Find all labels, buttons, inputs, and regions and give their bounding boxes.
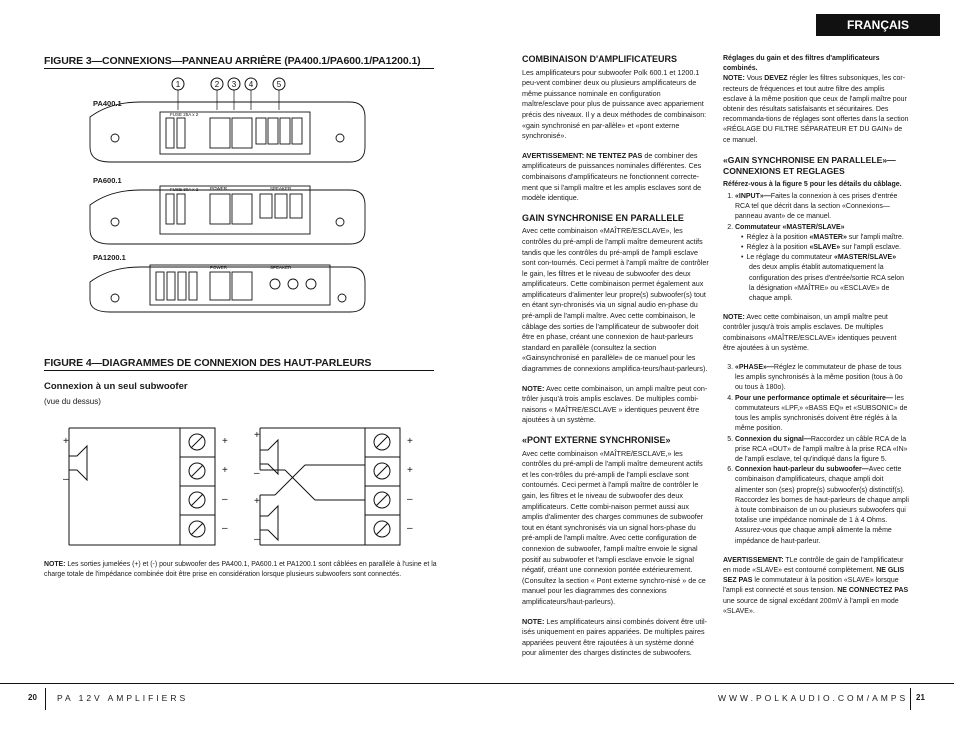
settings-note2-text: Avec cette combinaison, un ampli maître peut contrôler jusqu'à trois amplis esclaves. De multiples combinaisons «MAÎTRE/ESCLAVE» identiques peuvent être ajoutées à un système. xyxy=(723,314,897,352)
figure3-title: FIGURE 3—CONNEXIONS—PANNEAU ARRIÈRE (PA400.1/PA600.1/PA1200.1) xyxy=(44,55,421,67)
note1-text: Avec cette combinaison, un ampli maître peut con-trôler jusqu'à trois amplis esclaves. De multiples combi-naisons « MAÎTRE/ESCLAVE » identiques peuvent être ajoutées à un système. xyxy=(522,383,708,425)
gain-sync-heading: «GAIN SYNCHRONISE EN PARALLELE»— CONNEXIONS ET REGLAGES xyxy=(723,154,896,176)
column-1 xyxy=(522,54,709,668)
pont-text: Avec cette combinaison «MAÎTRE/ESCLAVE,» les contrôles du pré-ampli de l'ampli maître demeurent actifs et les con-trôles du pré-ampli de l'ampli esclave sont contournés. Ceci permet à l'ampli maître de contrôler le gain, les filtres et le niveau de subwoofer des deux amplificateurs. Cette combi-naison permet aussi aux amplis d'alimenter des charges communes de subwoofer tout en étant synchronisés via un signal hors-phase du pré-ampli de l'ampli maître. Avec cette configuration de connexion de subwoofer, l'ampli maître envoie le signal positif au subwoofer et l'ampli esclave envoie le signal négatif, créant une connexion pontée extérieurement. (Consultez la section « Pont externe synchro-nisé » de ce manuel pour les diagrammes des connexions amplificateurs/haut-parleurs). xyxy=(522,448,706,606)
note2-text: Les amplificateurs ainsi combinés doivent être util-isés uniquement en paires appariées. De multiples paires appariées peuvent être rajoutées à un système donné pour alimenter des charges distinctes de subwoofers. xyxy=(522,616,707,658)
figure3-rule xyxy=(44,68,434,69)
left-divider xyxy=(45,688,46,710)
term-left-minus-2: – xyxy=(222,523,228,534)
gain-text: Avec cette combinaison «MAÎTRE/ESCLAVE», les contrôles du pré-ampli de l'ampli maître demeurent actifs tandis que les contrôles du pré-ampli de l'ampli esclave sont con-tournés. Ceci permet à l'ampli maître de contrôler le gain, les filtres et le niveau de subwoofer des deux amplificateurs. Cette combinaison permet également aux amplificateurs d'alimenter leur propre(s) subwoofer(s) tout en étant syn-chronisés via un signal audio en-phase du pré-ampli de l'ampli maître. Avec cette combinaison, le câblage des sorties de l'amplificateur de subwoofer doit être en phase, créant une connexion de haut-parleurs standard en parallèle (consultez la section «Gainsynchronisé en parallèle» de ce manuel pour les diagrammes de connexions amplifica-teurs/haut-parleurs). xyxy=(522,226,709,374)
settings-intro-text: régler les filtres subsoniques, les cor-recteurs de fréquences et tout autre filtre des amplis esclave à la même position que ceux de l'ampli maître pour obtenir des résultats satisfaisants et sécuritaires. Des recommanda-tions de réglages sont offertes dans la section «RÉGLAGE DU FILTRE SÉPARATEUR ET DU GAIN» de ce manuel. xyxy=(723,75,909,144)
bullet-master: • Réglez à la position «MASTER» sur l'ampli maître. xyxy=(749,233,909,243)
column-2: Réglages du gain et des filtres d'amplificateurs combinés. NOTE: Vous DEVEZ régler les filtres subsoniques, les cor-recteurs de fréquences et tout autre filtre des amplis esclave à la même position que ceux de l'ampli maître pour obtenir des résultats satisfaisants et sécuritaires. Des recommanda-tions de réglages sont offertes dans la section «RÉGLAGE DU FILTRE SÉPARATEUR ET DU GAIN» de ce manuel. «GAIN SYNCHRONISE EN PARALLELE»— CONNEXIONS ET REGLAGES Référez-vous à la figure 5 pour les détails du câblage. 1. «INPUT»—Faites la connexion à ces prises d'entrée RCA tel que décrit dans la section «Connexions— panneau avant» de ce manuel. 2. Commutateur «MASTER/SLAVE» • Réglez à la position «MASTER» sur l'ampli maître. • Réglez à la position «SLAVE» sur l'ampli esclave. • Le réglage du commutateur «MASTER/SLAVE» des deux amplis établit automatiquement la configuration des prises d'entrée/sortie RCA selon la désignation «MAÎTRE» ou «ESCLAVE» de chaque ampli. NOTE: Avec cette combinaison, un ampli maître peut contrôler jusqu'à trois amplis esclaves. De multiples combinaisons «MAÎTRE/ESCLAVE» identiques peuvent être ajoutées à un système. 3. «PHASE»—Réglez le commutateur de phase de tous les amplis synchronisés à la même position (tous à 0o ou tous à 180o). 4. Pour une performance optimale et sécuritaire— les commutateurs «LPF,» «BASS EQ» et «SUBSONIC» de tous les amplis synchronisés doivent être réglés à la même position. 5. Connexion du signal—Raccordez un câble RCA de la prise RCA «OUT» de l'ampli maître à la prise RCA «IN» de l'ampli esclave, tel qu'indiqué dans la figure 5. 6. Connexion haut-parleur du subwoofer—Avec cette combinaison d'amplificateurs, chaque ampli doit alimenter son (ses) propre(s) subwoofer(s) distinctif(s). Raccordez les bornes de haut-parleurs de chaque ampli à toute combinaison de un ou plusieurs subwoofers qui totalise une impédance nominale de 1 à 4 Ohms. Assurez-vous que chaque ampli alimente la même impédance de haut-parleur. AVERTISSEMENT: TLe contrôle de gain de l'amplificateur en mode «SLAVE» est contourné complètement. NE GLIS SEZ PAS le commutateur à la position «SLAVE» lorsque l'ampli est connecté et sous tension. NE CONNECTEZ PAS une source de signal excédant 200mV à l'ampli en mode «SLAVE». xyxy=(723,54,909,626)
right-bottom-minus: – xyxy=(254,534,260,545)
fuse-label-pa400: FUSE 25A x 2 xyxy=(170,112,199,117)
power-label-pa600: POWER xyxy=(210,186,228,191)
settings-intro-bold: Réglages du gain et des filtres d'amplificateurs combinés. xyxy=(723,55,880,73)
settings-note-label: NOTE: xyxy=(723,75,745,83)
amp-label-pa1200: PA1200.1 xyxy=(93,253,126,262)
list-item-input: 1. «INPUT»—Faites la connexion à ces prises d'entrée RCA tel que décrit dans la section «Connexions— panneau avant» de ce manuel. xyxy=(735,192,909,223)
left-footer-text: PA 12V AMPLIFIERS xyxy=(57,693,189,703)
figure4-note xyxy=(44,560,439,581)
callout-2: 2 xyxy=(214,80,220,89)
figure4-rule xyxy=(44,370,434,371)
amp-pa600-panel xyxy=(90,186,365,244)
note1-paragraph xyxy=(522,384,709,426)
figure4-view-note: (vue du dessus) xyxy=(44,397,101,406)
callout-group xyxy=(172,78,285,90)
settings-list-a xyxy=(723,192,909,304)
rear-panel-diagram xyxy=(80,72,380,317)
gain-heading: GAIN SYNCHRONISE EN PARALLELE xyxy=(522,212,684,223)
left-page-number: 20 xyxy=(28,693,37,702)
figure4-title: FIGURE 4—DIAGRAMMES DE CONNEXION DES HAUT-PARLEURS xyxy=(44,357,372,369)
fuse-label-pa600: FUSE 30A x 2 xyxy=(170,187,199,192)
figure4-note-label: NOTE: xyxy=(44,561,66,568)
bullet-slave: • Réglez à la position «SLAVE» sur l'ampli esclave. xyxy=(749,243,909,253)
language-tab: FRANÇAIS xyxy=(816,14,940,36)
figure4-subtitle: Connexion à un seul subwoofer xyxy=(44,381,188,392)
pont-heading: «PONT EXTERNE SYNCHRONISE» xyxy=(522,435,671,445)
combinaison-heading: COMBINAISON D'AMPLIFICATEURS xyxy=(522,54,677,64)
term-right-minus-2: – xyxy=(407,523,413,534)
amp-pa1200-panel xyxy=(90,265,365,312)
warning-paragraph xyxy=(522,151,709,204)
right-top-minus: – xyxy=(254,468,260,479)
subwoofer-left-icon xyxy=(69,440,87,480)
warning-label: AVERTISSEMENT: NE TENTEZ PAS xyxy=(522,150,643,160)
subwoofer-right-top-icon xyxy=(260,434,278,474)
callout-4: 4 xyxy=(248,80,254,89)
amp-label-pa600: PA600.1 xyxy=(93,176,122,185)
right-top-plus: + xyxy=(254,430,260,441)
list-item-phase: 3. «PHASE»—Réglez le commutateur de phase de tous les amplis synchronisés à la même position (tous à 0o ou tous à 180o). xyxy=(735,363,909,394)
right-footer-text: WWW.POLKAUDIO.COM/AMPS xyxy=(718,693,909,703)
settings-note2-label: NOTE: xyxy=(723,314,745,322)
note2-label: NOTE: xyxy=(522,616,545,626)
list-item-speaker: 6. Connexion haut-parleur du subwoofer—Avec cette combinaison d'amplificateurs, chaque ampli doit alimenter son (ses) propre(s) subwoofer(s) distinctif(s). Raccordez les bornes de haut-parleurs de chaque ampli à toute combinaison de un ou plusieurs subwoofers qui totalise une impédance nominale de 1 à 4 Ohms. Assurez-vous que chaque ampli alimente la même impédance de haut-parleur. xyxy=(735,465,909,547)
speaker-label-pa600: SPEAKER xyxy=(270,186,292,191)
callout-5: 5 xyxy=(276,80,282,89)
subwoofer-right-bottom-icon xyxy=(260,500,278,540)
speaker-wiring-diagram xyxy=(55,420,425,555)
term-left-plus-1: + xyxy=(222,436,228,447)
callout-3: 3 xyxy=(231,80,237,89)
speaker-label-pa1200: SPEAKER xyxy=(270,265,292,270)
right-bottom-plus: + xyxy=(254,496,260,507)
term-right-plus-1: + xyxy=(407,436,413,447)
list-item-performance: 4. Pour une performance optimale et sécuritaire— les commutateurs «LPF,» «BASS EQ» et «SUBSONIC» de tous les amplis synchronisés doivent être réglés à la même position. xyxy=(735,394,909,435)
note1-label: NOTE: xyxy=(522,383,545,393)
term-left-minus-1: – xyxy=(222,494,228,505)
term-right-plus-2: + xyxy=(407,465,413,476)
figure5-reference: Référez-vous à la figure 5 pour les détails du câblage. xyxy=(723,180,902,188)
note2-paragraph xyxy=(522,617,709,659)
amp-label-pa400: PA400.1 xyxy=(93,99,122,108)
settings-warning: AVERTISSEMENT: TLe contrôle de gain de l'amplificateur en mode «SLAVE» est contourné complètement. NE GLIS SEZ PAS le commutateur à la position «SLAVE» lorsque l'ampli est connecté et sous tension. NE CONNECTEZ PAS une source de signal excédant 200mV à l'ampli en mode «SLAVE». xyxy=(723,556,909,615)
figure4-note-text: Les sorties jumelées (+) et (-) pour subwoofer des PA400.1, PA600.1 et PA1200.1 sont câblées en parallèle à l'usine et la charge totale de l'impédance combinée doit être prise en considération lorsque plusieurs subwoofers sont connectés. xyxy=(44,561,437,579)
power-label-pa1200: POWER xyxy=(210,265,228,270)
left-minus-sign: – xyxy=(63,474,69,485)
warning-text: de combiner des amplificateurs de puissances nominales différentes. Ces combinaisons d'amplificateurs ne fonctionnent correcte-ment que si l'ampli maître et les amplis esclaves sont de modèle identique. xyxy=(522,150,702,203)
callout-1: 1 xyxy=(175,80,181,89)
amp-pa400-panel xyxy=(90,102,365,162)
list-item-master-slave: 2. Commutateur «MASTER/SLAVE» • Réglez à la position «MASTER» sur l'ampli maître. • Réglez à la position «SLAVE» sur l'ampli esclave. • Le réglage du commutateur «MASTER/SLAVE» des deux amplis établit automatiquement la configuration des prises d'entrée/sortie RCA selon la désignation «MAÎTRE» ou «ESCLAVE» de chaque ampli. xyxy=(735,223,909,305)
footer-rule xyxy=(0,683,954,684)
combinaison-text: Les amplificateurs pour subwoofer Polk 600.1 et 1200.1 peu-vent combiner deux ou plusieurs amplificateurs de même puissance nominale en configuration maître/esclave pour plus de puissance avec appariement précis des niveaux. Il y a deux méthodes de combinaison: «gain synchronisé en par-allèle» et «pont externe synchronisé». xyxy=(522,67,707,141)
bullet-auto-config: • Le réglage du commutateur «MASTER/SLAVE» des deux amplis établit automatiquement la configuration des prises d'entrée/sortie RCA selon la désignation «MAÎTRE» ou «ESCLAVE» de chaque ampli. xyxy=(749,253,909,304)
left-plus-sign: + xyxy=(63,436,69,447)
list-item-signal: 5. Connexion du signal—Raccordez un câble RCA de la prise RCA «OUT» de l'ampli maître à la prise RCA «IN» de l'ampli esclave, tel qu'indiqué dans la figure 5. xyxy=(735,435,909,466)
right-divider xyxy=(910,688,911,710)
term-left-plus-2: + xyxy=(222,465,228,476)
right-page-number: 21 xyxy=(916,693,925,702)
term-right-minus-1: – xyxy=(407,494,413,505)
settings-list-b xyxy=(723,363,909,547)
